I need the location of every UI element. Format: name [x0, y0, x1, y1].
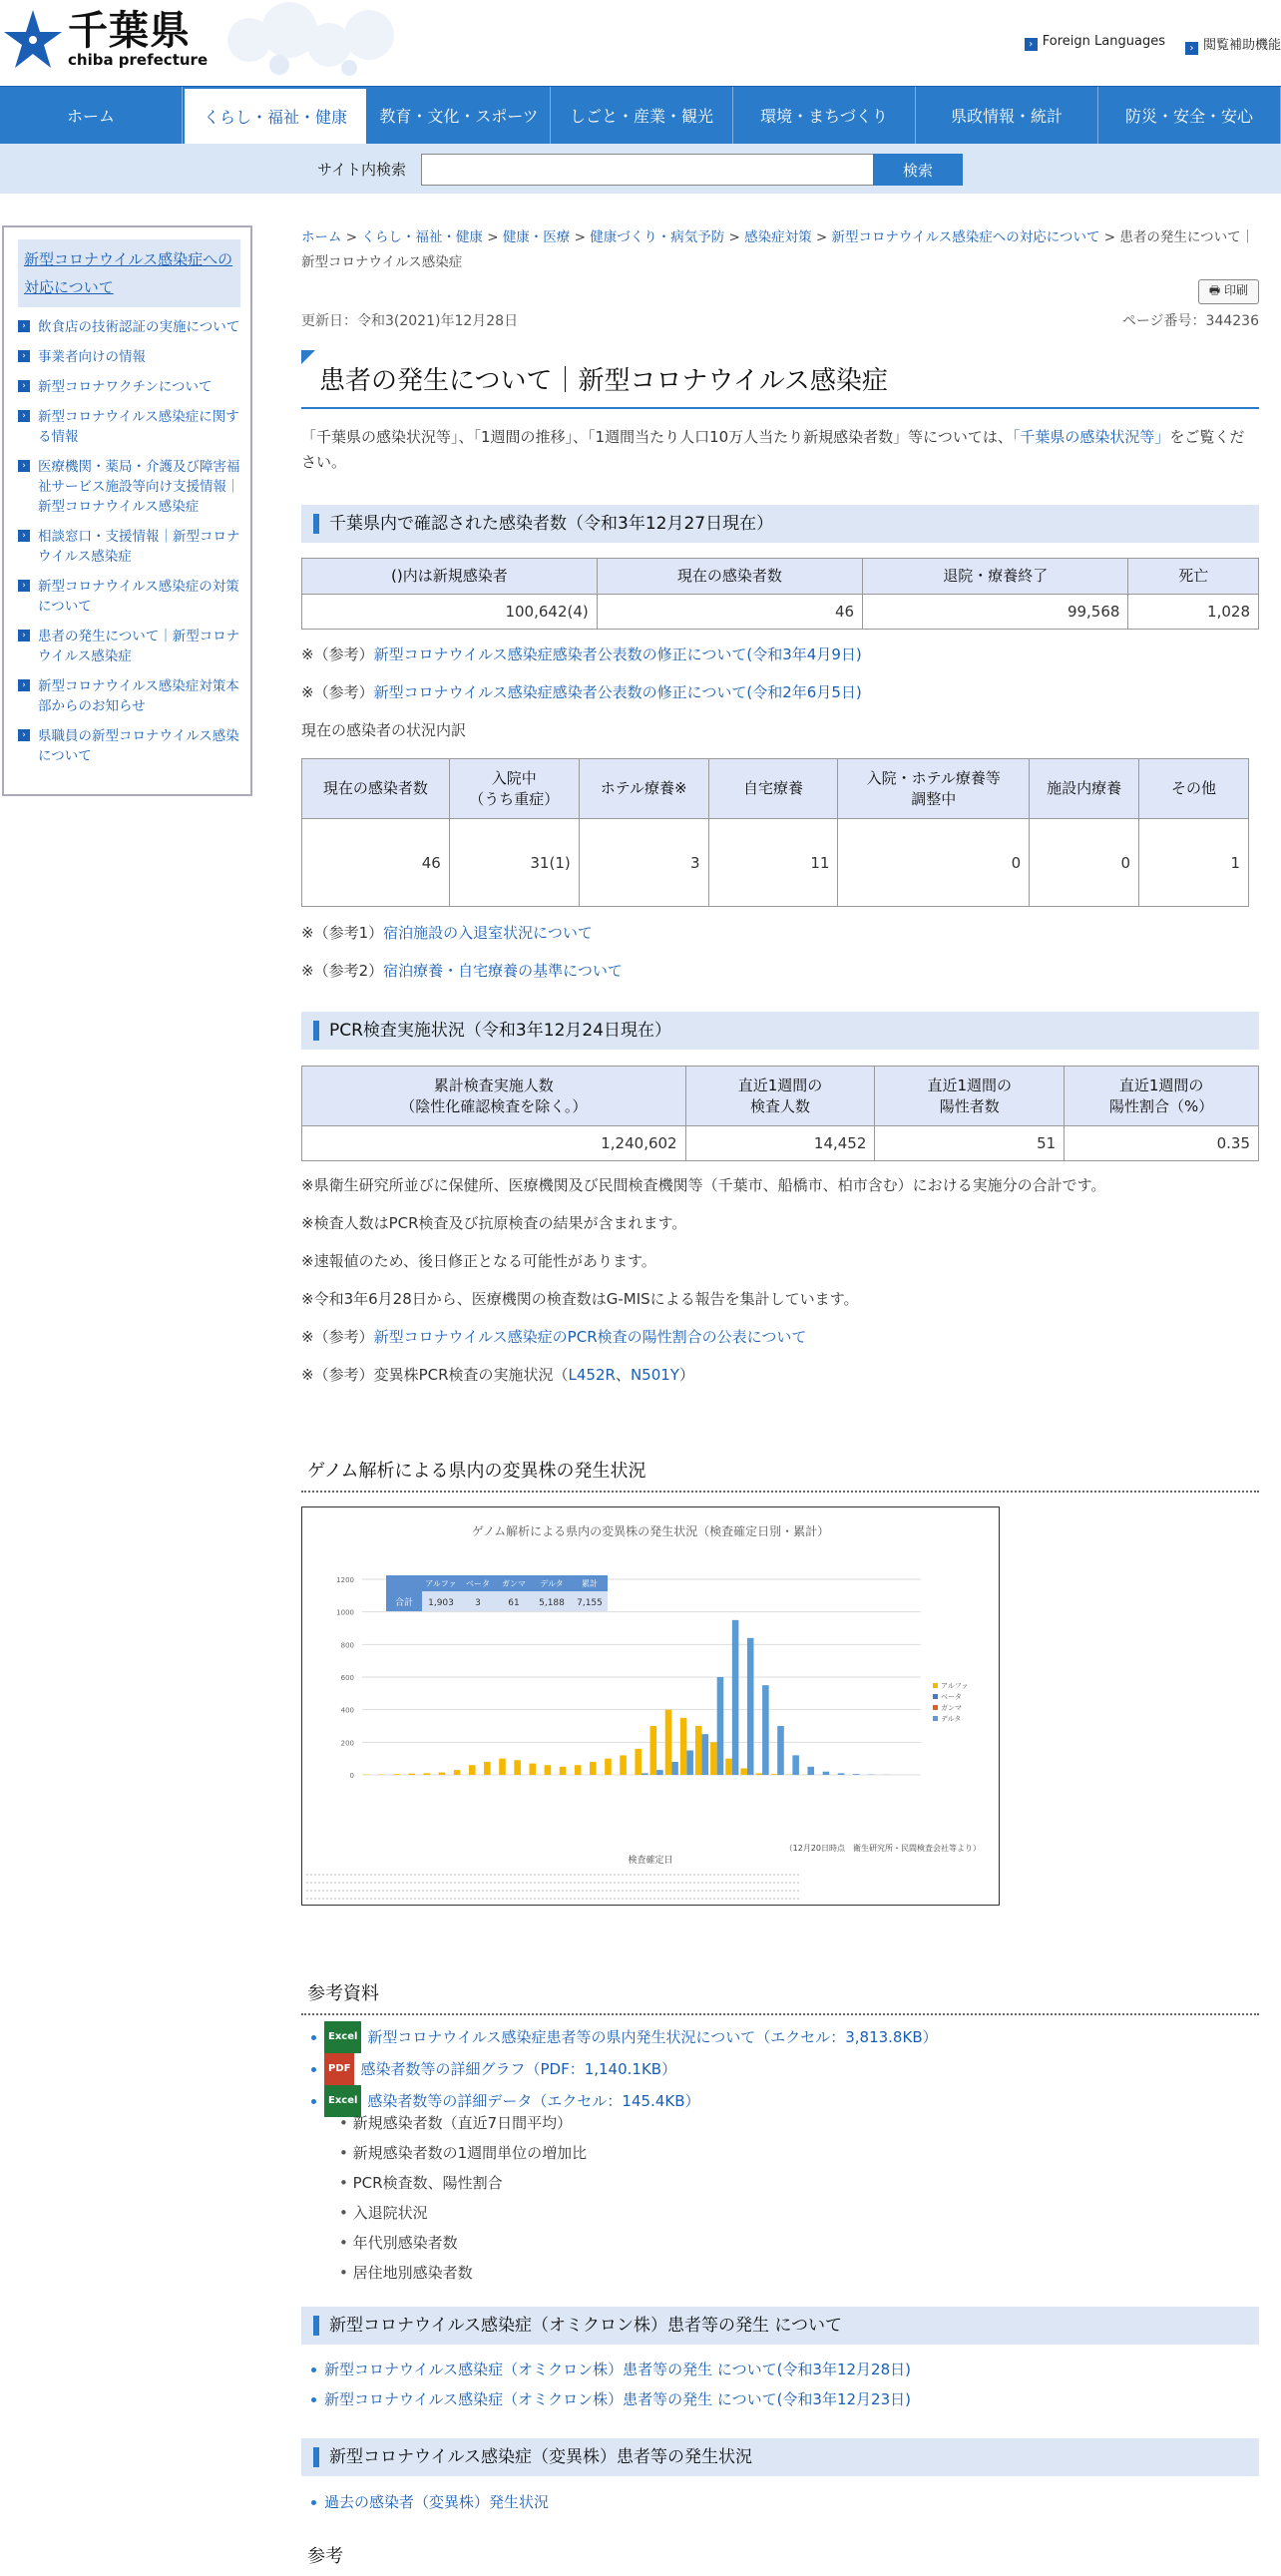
omicron-link[interactable]: 新型コロナウイルス感染症（オミクロン株）患者等の発生 について(令和3年12月28日)	[324, 2355, 911, 2384]
mini-table-header-text: アルファ	[425, 1579, 457, 1588]
list-item	[311, 2487, 1249, 2517]
y-tick-label: 1000	[336, 1609, 354, 1617]
reference-link[interactable]: 感染者数等の詳細データ（エクセル：145.4KB）	[367, 2086, 699, 2116]
chevron-right-icon: ›	[18, 530, 30, 542]
bar-delta	[656, 1770, 663, 1775]
genome-chart-image	[301, 1506, 1000, 1906]
legend-label: デルタ	[941, 1714, 961, 1723]
table-cell: 100,642(4)	[302, 595, 598, 630]
sidebar-item[interactable]	[18, 527, 240, 567]
ref-link-correction-r2[interactable]: 新型コロナウイルス感染症感染者公表数の修正について(令和2年6月5日)	[374, 683, 862, 701]
references-list	[311, 2021, 1249, 2117]
site-search-bar	[0, 144, 1281, 194]
y-tick-label: 200	[341, 1739, 354, 1747]
list-item	[311, 2384, 1249, 2414]
bar-alpha	[439, 1773, 446, 1775]
table-cell: 46	[597, 595, 862, 630]
breadcrumb-separator: >	[1099, 229, 1119, 245]
pcr-note: ※速報値のため、後日修正となる可能性があります。	[301, 1249, 1259, 1274]
breadcrumb-link[interactable]: くらし・福祉・健康	[361, 229, 483, 245]
sidebar-item-label[interactable]: 事業者向けの情報	[38, 347, 146, 367]
last-heading: 参考	[301, 2542, 1259, 2576]
breadcrumb-separator: >	[483, 229, 503, 245]
sub-list-item: • 居住地別感染者数	[339, 2258, 587, 2288]
mini-table-cell-text: 61	[508, 1598, 519, 1608]
mini-table-cell-text: 5,188	[539, 1598, 565, 1608]
legend-label: ベータ	[941, 1692, 962, 1701]
mini-table-header-text: ガンマ	[502, 1579, 526, 1588]
bar-alpha	[620, 1755, 627, 1775]
table-header-cell: 退院・療養終了	[863, 559, 1128, 595]
bar-alpha	[605, 1759, 612, 1775]
bar-alpha	[408, 1774, 415, 1775]
legend-swatch	[933, 1694, 938, 1699]
y-tick-label: 1200	[336, 1576, 354, 1584]
bar-alpha	[393, 1774, 400, 1775]
breakdown-table	[301, 758, 1249, 907]
omicron-list	[311, 2355, 1249, 2414]
positivity-rate-link[interactable]: 新型コロナウイルス感染症のPCR検査の陽性割合の公表について	[374, 1328, 807, 1346]
sub-list-item: • 新規感染者数（直近7日間平均）	[339, 2108, 587, 2138]
references-heading: 参考資料	[301, 1979, 1259, 2015]
sidebar-item[interactable]	[18, 377, 240, 397]
mini-table-header-text: 累計	[582, 1578, 598, 1588]
legend-label: アルファ	[941, 1682, 969, 1690]
table-cell: 0	[1030, 819, 1139, 907]
sub-list-item: • PCR検査数、陽性割合	[339, 2168, 587, 2198]
mini-table-cell-text: 1,903	[428, 1598, 454, 1608]
breadcrumb-link[interactable]: ホーム	[301, 229, 342, 245]
variant-history-link[interactable]: 過去の感染者（変異株）発生状況	[324, 2487, 549, 2517]
sidebar-item[interactable]	[18, 457, 240, 517]
chevron-right-icon: ›	[18, 630, 30, 642]
sub-list-item: • 入退院状況	[339, 2198, 587, 2228]
chevron-right-icon: ›	[18, 679, 30, 691]
cases-table	[301, 558, 1259, 630]
list-item	[311, 2355, 1249, 2384]
print-button[interactable]: 🖶 印刷	[1198, 279, 1259, 304]
bar-delta	[702, 1734, 709, 1775]
ref-line-2: ※（参考）新型コロナウイルス感染症感染者公表数の修正について(令和2年6月5日)	[301, 680, 1259, 705]
bar-alpha	[635, 1749, 641, 1775]
table-header-cell: 自宅療養	[708, 759, 838, 819]
bar-alpha	[499, 1759, 506, 1775]
bar-delta	[853, 1774, 860, 1775]
legend-label: ガンマ	[941, 1704, 962, 1712]
bullet-icon	[311, 2367, 316, 2372]
global-nav	[0, 86, 1281, 144]
table-header-cell: その他	[1139, 759, 1249, 819]
sidebar-item-label[interactable]: 飲食店の技術認証の実施について	[38, 317, 239, 337]
genome-chart-svg	[302, 1507, 999, 1905]
bar-alpha	[650, 1726, 657, 1775]
sidebar-item-label[interactable]: 新型コロナワクチンについて	[38, 377, 213, 397]
table-cell: 14,452	[685, 1126, 875, 1161]
site-header	[0, 0, 1281, 86]
table-header-cell: 累計検査実施人数 （陰性化確認検査を除く。）	[302, 1067, 686, 1126]
pcr-note: ※令和3年6月28日から、医療機関の検査数はG-MISによる報告を集計しています。	[301, 1287, 1259, 1312]
sub-list-item: • 年代別感染者数	[339, 2228, 587, 2258]
sidebar-item-label[interactable]: 県職員の新型コロナウイルス感染について	[38, 726, 240, 766]
file-type-badge: Excel	[324, 2085, 361, 2117]
site-logo[interactable]	[2, 8, 208, 70]
bar-delta	[838, 1773, 845, 1775]
table-cell: 31(1)	[449, 819, 579, 907]
breadcrumb-separator: >	[342, 229, 362, 245]
table-cell: 0.35	[1065, 1126, 1259, 1161]
table-cell: 51	[875, 1126, 1065, 1161]
table-cell: 11	[708, 819, 838, 907]
legend-swatch	[933, 1683, 938, 1688]
sidebar-item[interactable]	[18, 627, 240, 666]
chevron-right-icon: ›	[18, 410, 30, 422]
sidebar-item[interactable]	[18, 676, 240, 716]
sidebar-item-label[interactable]: 新型コロナウイルス感染症に関する情報	[38, 407, 240, 447]
breadcrumb-separator: >	[724, 229, 744, 245]
genome-heading: ゲノム解析による県内の変異株の発生状況	[301, 1457, 1259, 1493]
chevron-right-icon: ›	[1025, 38, 1038, 51]
legend-swatch	[933, 1705, 938, 1710]
nav-government[interactable]: 県政情報・統計	[916, 87, 1098, 144]
n501y-link[interactable]: N501Y	[631, 1366, 679, 1384]
chevron-right-icon: ›	[18, 320, 30, 332]
decorative-clouds-icon	[210, 0, 439, 86]
printer-icon: 🖶	[1209, 283, 1220, 297]
page-title: 患者の発生について｜新型コロナウイルス感染症	[301, 350, 1259, 409]
nav-environment[interactable]: 環境・まちづくり	[733, 87, 916, 144]
table-header-cell: ()内は新規感染者	[302, 559, 598, 595]
note-line-1: ※（参考1）宿泊施設の入退室状況について	[301, 921, 1259, 946]
bar-delta	[732, 1620, 739, 1775]
table-header-cell: 入院・ホテル療養等 調整中	[838, 759, 1030, 819]
updated-date: 更新日：令和3(2021)年12月28日	[301, 310, 518, 330]
bar-alpha	[590, 1762, 597, 1775]
bar-delta	[671, 1762, 678, 1775]
breadcrumb	[301, 225, 1259, 275]
table-cell: 46	[302, 819, 450, 907]
header-links	[1025, 34, 1281, 55]
bar-alpha	[680, 1718, 687, 1775]
bar-delta	[823, 1772, 830, 1775]
breakdown-label: 現在の感染者の状況内訳	[301, 718, 1259, 743]
table-cell: 3	[579, 819, 708, 907]
pcr-note: ※県衛生研究所並びに保健所、医療機関及び民間検査機関等（千葉市、船橋市、柏市含む）における実施分の合計です。	[301, 1173, 1259, 1198]
table-header-cell: 直近1週間の 陽性者数	[875, 1067, 1065, 1126]
omicron-link[interactable]: 新型コロナウイルス感染症（オミクロン株）患者等の発生 について(令和3年12月23日)	[324, 2384, 911, 2414]
table-header-cell: 入院中 （うち重症）	[449, 759, 579, 819]
bar-alpha	[695, 1726, 702, 1775]
bullet-icon	[311, 2067, 316, 2072]
bar-delta	[807, 1767, 814, 1775]
table-header-cell: 直近1週間の 陽性割合（%）	[1065, 1067, 1259, 1126]
bullet-icon	[311, 2397, 316, 2402]
mini-table-cell-text: 3	[475, 1598, 481, 1608]
sub-list-item: • 新規感染者数の1週間単位の増加比	[339, 2138, 587, 2168]
bullet-icon	[311, 2035, 316, 2040]
bar-delta	[792, 1755, 799, 1775]
x-axis-label: 検査確定日	[628, 1854, 672, 1866]
sidebar-heading[interactable]: 新型コロナウイルス感染症への対応について	[18, 239, 240, 307]
y-tick-label: 400	[341, 1707, 354, 1715]
sidebar	[2, 225, 252, 796]
accessibility-link[interactable]: › 閲覧補助機能	[1185, 34, 1281, 55]
bar-alpha	[756, 1773, 763, 1775]
page-meta	[301, 310, 1259, 330]
bullet-icon	[311, 2500, 316, 2505]
nav-work-industry[interactable]: しごと・産業・観光	[551, 87, 733, 144]
sidebar-item[interactable]	[18, 577, 240, 617]
bar-alpha	[424, 1773, 431, 1775]
sidebar-item-label[interactable]: 相談窓口・支援情報｜新型コロナウイルス感染症	[38, 527, 240, 567]
ref-link-correction-r3[interactable]: 新型コロナウイルス感染症感染者公表数の修正について(令和3年4月9日)	[374, 645, 862, 663]
sidebar-item[interactable]	[18, 726, 240, 766]
references-sublist	[339, 2108, 587, 2288]
breadcrumb-link[interactable]: 新型コロナウイルス感染症への対応について	[832, 229, 1100, 245]
variant-list	[311, 2487, 1249, 2517]
breadcrumb-link[interactable]: 健康・医療	[503, 229, 571, 245]
table-header-cell: 直近1週間の 検査人数	[685, 1067, 875, 1126]
table-cell: 99,568	[863, 595, 1128, 630]
sidebar-item[interactable]	[18, 407, 240, 447]
intro-text: 「千葉県の感染状況等」、「1週間の推移」、「1週間当たり人口10万人当たり新規感染者数」等については、「千葉県の感染状況等」をご覧ください。	[301, 425, 1259, 475]
chevron-right-icon: ›	[18, 350, 30, 362]
y-tick-label: 800	[341, 1641, 354, 1649]
chevron-right-icon: ›	[18, 729, 30, 741]
nav-home[interactable]: ホーム	[0, 87, 183, 144]
treatment-criteria-link[interactable]: 宿泊療養・自宅療養の基準について	[383, 962, 623, 980]
bar-delta	[641, 1773, 648, 1775]
breadcrumb-separator: >	[812, 229, 832, 245]
foreign-languages-link[interactable]: › Foreign Languages	[1025, 34, 1165, 55]
star-logo-icon	[2, 8, 64, 70]
breadcrumb-link[interactable]: 健康づくり・病気予防	[590, 229, 724, 245]
variant-pcr-line: ※（参考）変異株PCR検査の実施状況（L452R、N501Y）	[301, 1363, 1259, 1388]
note-line-2: ※（参考2）宿泊療養・自宅療養の基準について	[301, 959, 1259, 984]
mini-table-header	[386, 1575, 422, 1591]
table-cell: 1,240,602	[302, 1126, 686, 1161]
search-button[interactable]: 検索	[873, 154, 963, 186]
infection-status-link[interactable]: 「千葉県の感染状況等」	[1013, 428, 1170, 446]
search-label: サイト内検索	[317, 159, 406, 180]
chevron-right-icon: ›	[18, 460, 30, 472]
table-header-cell: 死亡	[1128, 559, 1259, 595]
section-heading-variant: 新型コロナウイルス感染症（変異株）患者等の発生状況	[301, 2438, 1259, 2476]
table-header-cell: ホテル療養※	[579, 759, 708, 819]
breadcrumb-separator: >	[570, 229, 590, 245]
y-tick-label: 0	[350, 1772, 354, 1780]
logo-english: chiba prefecture	[68, 52, 208, 68]
bar-alpha	[771, 1774, 778, 1775]
section-heading-omicron: 新型コロナウイルス感染症（オミクロン株）患者等の発生 について	[301, 2307, 1259, 2345]
mini-table-header-text: ベータ	[466, 1579, 490, 1588]
bar-delta	[717, 1677, 724, 1775]
bar-delta	[747, 1638, 754, 1775]
bar-delta	[777, 1726, 784, 1775]
bar-alpha	[575, 1765, 582, 1775]
bar-alpha	[514, 1760, 521, 1775]
bar-alpha	[529, 1764, 536, 1775]
list-item	[311, 2021, 1249, 2053]
search-input[interactable]	[421, 154, 875, 186]
section-heading-cases: 千葉県内で確認された感染者数（令和3年12月27日現在）	[301, 505, 1259, 543]
sidebar-item-label[interactable]: 患者の発生について｜新型コロナウイルス感染症	[38, 627, 240, 666]
chevron-right-icon: ›	[1185, 42, 1198, 55]
corner-mark-icon	[301, 350, 315, 364]
mini-table-header-text: デルタ	[540, 1579, 563, 1588]
table-header-cell: 施設内療養	[1030, 759, 1139, 819]
bar-alpha	[484, 1762, 491, 1775]
pcr-table	[301, 1066, 1259, 1161]
bar-alpha	[560, 1767, 567, 1775]
main-content	[301, 225, 1259, 275]
logo-japanese: 千葉県	[68, 10, 208, 52]
sidebar-item[interactable]	[18, 347, 240, 367]
chevron-right-icon: ›	[18, 580, 30, 592]
chevron-right-icon: ›	[18, 380, 30, 392]
mini-table-cell-text: 合計	[395, 1596, 413, 1608]
sidebar-item-label[interactable]: 医療機関・薬局・介護及び障害福祉サービス施設等向け支援情報｜新型コロナウイルス感染症	[38, 457, 240, 517]
list-item	[311, 2053, 1249, 2085]
file-type-badge: Excel	[324, 2021, 361, 2053]
chart-footnote: （12月20日時点 衛生研究所・民間検査会社等より）	[785, 1843, 981, 1853]
nav-disaster-safety[interactable]: 防災・安全・安心	[1098, 87, 1281, 144]
nav-education-culture[interactable]: 教育・文化・スポーツ	[368, 87, 551, 144]
sidebar-item-label[interactable]: 新型コロナウイルス感染症対策本部からのお知らせ	[38, 676, 240, 716]
chart-title: ゲノム解析による県内の変異株の発生状況（検査確定日別・累計）	[472, 1523, 829, 1538]
hotel-status-link[interactable]: 宿泊施設の入退室状況について	[383, 924, 593, 942]
reference-link[interactable]: 新型コロナウイルス感染症患者等の県内発生状況について（エクセル：3,813.8KB）	[367, 2022, 937, 2052]
table-header-cell: 現在の感染者数	[597, 559, 862, 595]
bar-alpha	[740, 1768, 747, 1775]
bar-delta	[686, 1751, 693, 1776]
bar-alpha	[454, 1770, 461, 1775]
file-type-badge: PDF	[324, 2053, 354, 2085]
y-tick-label: 600	[341, 1674, 354, 1682]
legend-swatch	[933, 1716, 938, 1721]
ref-line-1: ※（参考）新型コロナウイルス感染症感染者公表数の修正について(令和3年4月9日)	[301, 643, 1259, 667]
bar-alpha	[665, 1710, 672, 1775]
bar-alpha	[545, 1765, 552, 1775]
mini-table-cell-text: 7,155	[577, 1598, 603, 1608]
table-header-cell: 現在の感染者数	[302, 759, 450, 819]
bullet-icon	[311, 2099, 316, 2104]
breadcrumb-current: 患者の発生について｜新型コロナウイルス感染症	[301, 229, 1254, 270]
bar-alpha	[725, 1759, 732, 1775]
reference-link[interactable]: 感染者数等の詳細グラフ（PDF：1,140.1KB）	[360, 2054, 676, 2084]
bar-alpha	[710, 1742, 717, 1775]
breadcrumb-link[interactable]: 感染症対策	[744, 229, 812, 245]
pcr-ref-line: ※（参考）新型コロナウイルス感染症のPCR検査の陽性割合の公表について	[301, 1325, 1259, 1350]
table-cell: 0	[838, 819, 1030, 907]
pcr-note: ※検査人数はPCR検査及び抗原検査の結果が含まれます。	[301, 1211, 1259, 1236]
bar-delta	[762, 1685, 769, 1775]
sidebar-item-label[interactable]: 新型コロナウイルス感染症の対策について	[38, 577, 240, 617]
l452r-link[interactable]: L452R	[569, 1366, 616, 1384]
section-heading-pcr: PCR検査実施状況（令和3年12月24日現在）	[301, 1012, 1259, 1050]
table-cell: 1,028	[1128, 595, 1259, 630]
sidebar-item[interactable]	[18, 317, 240, 337]
nav-life-welfare-health[interactable]: くらし・福祉・健康	[183, 87, 368, 144]
table-cell: 1	[1139, 819, 1249, 907]
bar-alpha	[469, 1765, 476, 1775]
page-number: ページ番号：344236	[1122, 310, 1259, 330]
